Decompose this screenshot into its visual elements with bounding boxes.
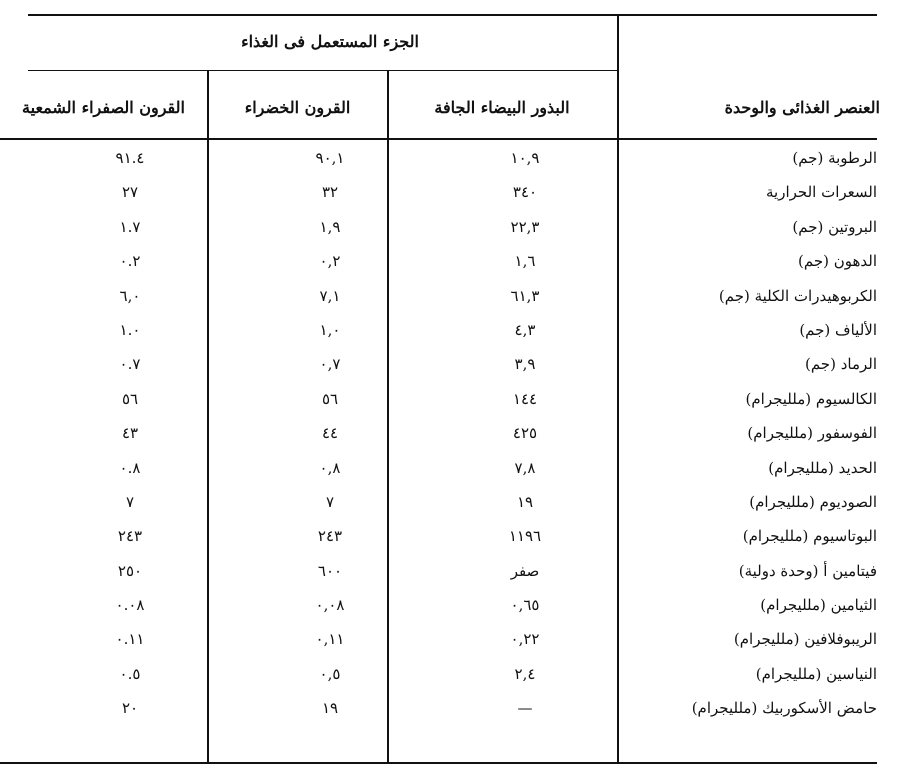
table-row (0, 623, 911, 657)
yellow-wax-pods-value: ٠.٢ (119, 252, 141, 271)
dry-white-seeds-value: — (517, 699, 533, 718)
yellow-wax-pods-value: ٦,٠ (119, 286, 141, 305)
dry-white-seeds-value: ٦١,٣ (510, 286, 540, 305)
table-row (0, 452, 911, 486)
green-pods-value: ٢٤٣ (317, 527, 343, 546)
table-row (0, 658, 911, 692)
nutrient-name-cell: الفوسفور (ملليجرام) (747, 424, 877, 443)
nutrient-name-cell: الرطوبة (جم) (792, 149, 877, 167)
table-row (0, 314, 911, 348)
dry-white-seeds-value: ١١٩٦ (508, 527, 542, 546)
table-row (0, 245, 911, 279)
dry-white-seeds-value: ٠,٦٥ (510, 596, 540, 615)
dry-white-seeds-header: البذور البيضاء الجافة (434, 98, 570, 117)
green-pods-value: ٦٠٠ (317, 561, 343, 580)
table-row (0, 417, 911, 451)
dry-white-seeds-value: ٣,٩ (514, 355, 536, 374)
nutrient-name-cell: البروتين (جم) (792, 217, 877, 236)
nutrient-name-cell: البوتاسيوم (ملليجرام) (742, 527, 877, 546)
nutrient-name-cell: النياسين (ملليجرام) (755, 664, 877, 683)
table-row (0, 142, 911, 176)
table-row (0, 211, 911, 245)
table-body (0, 142, 911, 727)
green-pods-value: ٧ (325, 492, 335, 511)
green-pods-value: ٠,٢ (319, 252, 341, 271)
yellow-wax-pods-value: ١.٧ (119, 217, 141, 236)
table-row (0, 486, 911, 520)
nutrient-name-cell: حامض الأسكوربيك (ملليجرام) (691, 699, 877, 718)
dry-white-seeds-value: ١٤٤ (512, 389, 538, 408)
dry-white-seeds-value: ١,٦ (514, 252, 536, 271)
table-bottom-rule (0, 762, 877, 764)
table-row (0, 383, 911, 417)
table-row (0, 176, 911, 210)
nutrient-name-cell: السعرات الحرارية (765, 183, 877, 202)
yellow-wax-pods-value: ٢٠ (121, 699, 139, 718)
green-pods-value: ٧,١ (319, 286, 341, 305)
yellow-wax-pods-value: ٠.٥ (119, 664, 141, 683)
nutrient-name-cell: فيتامين أ (وحدة دولية) (738, 561, 877, 580)
green-pods-value: ١٩ (321, 699, 339, 718)
green-pods-value: ١,٩ (319, 217, 341, 236)
dry-white-seeds-value: صفر (510, 561, 540, 580)
dry-white-seeds-value: ٢٢,٣ (510, 217, 540, 236)
nutrient-name-cell: الكربوهيدرات الكلية (جم) (718, 286, 877, 305)
yellow-wax-pods-value: ٥٦ (121, 389, 139, 408)
table-row (0, 692, 911, 726)
nutrient-name-cell: الدهون (جم) (797, 252, 877, 271)
dry-white-seeds-value: ٤٢٥ (512, 424, 538, 443)
yellow-wax-pods-value: ٧ (125, 492, 135, 511)
green-pods-value: ٠,٥ (319, 664, 341, 683)
dry-white-seeds-value: ٠,٢٢ (510, 630, 540, 649)
nutrient-name-cell: الصوديوم (ملليجرام) (749, 492, 877, 511)
yellow-wax-pods-value: ٠.٨ (119, 458, 141, 477)
nutrient-name-cell: الحديد (ملليجرام) (768, 458, 877, 477)
green-pods-value: ٠,٨ (319, 458, 341, 477)
nutrient-name-cell: الرماد (جم) (804, 355, 877, 374)
group-header: الجزء المستعمل فى الغذاء (241, 32, 419, 51)
group-header-rule (28, 70, 617, 71)
dry-white-seeds-value: ٧,٨ (514, 458, 536, 477)
dry-white-seeds-value: ١٠,٩ (510, 149, 540, 167)
nutrient-name-cell: الريبوفلافين (ملليجرام) (733, 630, 877, 649)
yellow-wax-pods-value: ٠.٧ (119, 355, 141, 374)
yellow-wax-pods-value: ٠.٠٨ (115, 596, 145, 615)
yellow-wax-pods-value: ٤٣ (121, 424, 139, 443)
yellow-wax-pods-value: ٠.١١ (115, 630, 145, 649)
green-pods-value: ٣٢ (321, 183, 339, 202)
nutrient-name-cell: الكالسيوم (ملليجرام) (745, 389, 877, 408)
green-pods-value: ٥٦ (321, 389, 339, 408)
green-pods-value: ٠,٠٨ (315, 596, 345, 615)
green-pods-value: ٠,١١ (315, 630, 345, 649)
dry-white-seeds-value: ٢,٤ (514, 664, 536, 683)
header-bottom-rule (0, 138, 877, 140)
dry-white-seeds-value: ١٩ (516, 492, 534, 511)
table-row (0, 520, 911, 554)
green-pods-header: القرون الخضراء (244, 98, 351, 117)
nutrient-name-cell: الألياف (جم) (799, 320, 877, 339)
green-pods-value: ١,٠ (319, 320, 341, 339)
yellow-wax-pods-value: ٢٤٣ (117, 527, 143, 546)
table-row (0, 589, 911, 623)
yellow-wax-pods-value: ٩١.٤ (115, 149, 145, 167)
green-pods-value: ٩٠,١ (315, 149, 345, 167)
table-top-rule (28, 14, 877, 16)
table-row (0, 348, 911, 382)
dry-white-seeds-value: ٣٤٠ (512, 183, 538, 202)
table-row (0, 555, 911, 589)
yellow-wax-pods-value: ١.٠ (119, 320, 141, 339)
dry-white-seeds-value: ٤,٣ (514, 320, 536, 339)
yellow-wax-pods-header: القرون الصفراء الشمعية (22, 98, 185, 117)
table-row (0, 280, 911, 314)
green-pods-value: ٠,٧ (319, 355, 341, 374)
nutrient-name-cell: الثيامين (ملليجرام) (760, 596, 877, 615)
nutrient-column-header: العنصر الغذائى والوحدة (724, 98, 880, 117)
yellow-wax-pods-value: ٢٥٠ (117, 561, 143, 580)
yellow-wax-pods-value: ٢٧ (121, 183, 139, 202)
green-pods-value: ٤٤ (321, 424, 339, 443)
